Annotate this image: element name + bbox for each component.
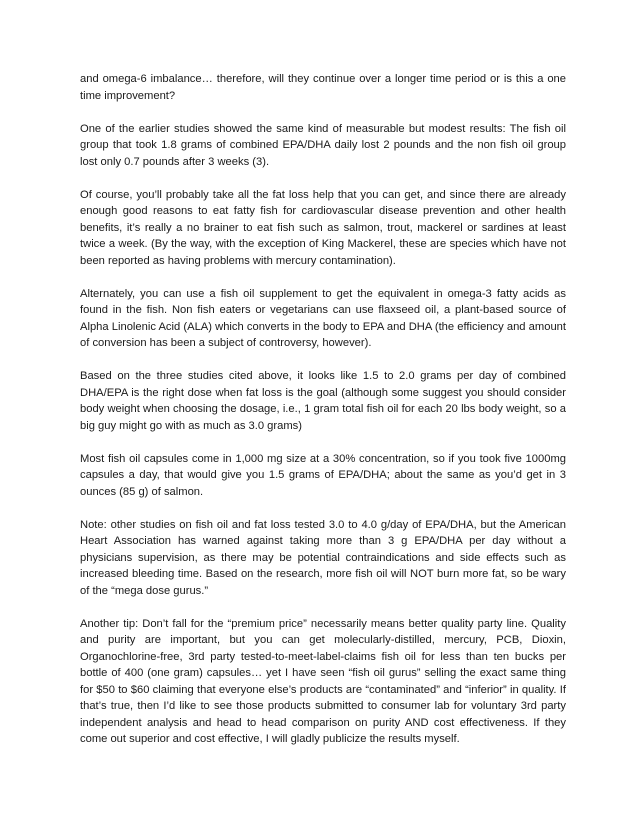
paragraph-dose: Based on the three studies cited above, it looks like 1.5 to 2.0 grams per day of combined DHA/EPA is the right dose when fat loss is the goal (although some suggest you should consider body weight when choosing the dosage, i.e., 1 gram total fish oil for each 20 lbs body weight, so a big guy might go with as much as 3.0 grams) [80, 370, 566, 432]
paragraph-note: Note: other studies on fish oil and fat loss tested 3.0 to 4.0 g/day of EPA/DHA, but the American Heart Association has warned against taking more than 3 g EPA/DHA per day without a physicians supervision, as there may be potential contraindications and side effects such as increased bleeding time. Based on the research, more fish oil will NOT burn more fat, so be wary of the “mega dose gurus.” [80, 518, 566, 597]
paragraph-another-tip: Another tip: Don’t fall for the “premium price” necessarily means better quality party line. Quality and purity are important, but you can get molecularly-distilled, mercury, PCB, Dioxin, Organochlorine-free, 3rd party tested-to-meet-label-claims fish oil for less than ten bucks per bottle of 400 (one gram) capsules… yet I have seen “fish oil gurus” selling the exact same thing for $50 to $60 claiming that everyone else’s products are “contaminated” and “inferior” in quality. If that’s true, then I’d like to see those products submitted to consumer lab for voluntary 3rd party independent analysis and head to head comparison on purity AND cost effectiveness. If they come out superior and cost effective, I will gladly publicize the results myself. [80, 617, 566, 745]
paragraph-fish-oil-supplement: Alternately, you can use a fish oil supplement to get the equivalent in omega-3 fatty acids as found in the fish. Non fish eaters or vegetarians can use flaxseed oil, a plant-based source of Alpha Linolenic Acid (ALA) which converts in the body to EPA and DHA (the efficiency and amount of conversion has been a subject of controversy, however). [80, 287, 566, 349]
paragraph-eat-fatty-fish: Of course, you’ll probably take all the fat loss help that you can get, and since there are already enough good reasons to eat fatty fish for cardiovascular disease prevention and other health benefits, it’s really a no brainer to eat fish such as salmon, trout, mackerel or sardines at least twice a week. (By the way, with the exception of King Mackerel, these are species which have not been reported as having problems with mercury contamination). [80, 188, 566, 267]
paragraph-omega-imbalance: and omega-6 imbalance… therefore, will they continue over a longer time period or is this a one time improvement? [80, 73, 566, 102]
document-page [80, 71, 566, 764]
paragraph-capsules: Most fish oil capsules come in 1,000 mg size at a 30% concentration, so if you took five 1000mg capsules a day, that would give you 1.5 grams of EPA/DHA; about the same as you’d get in 3 ounces (85 g) of salmon. [80, 452, 566, 498]
paragraph-earlier-studies: One of the earlier studies showed the same kind of measurable but modest results: The fish oil group that took 1.8 grams of combined EPA/DHA daily lost 2 pounds and the non fish oil group lost only 0.7 pounds after 3 weeks (3). [80, 122, 566, 168]
